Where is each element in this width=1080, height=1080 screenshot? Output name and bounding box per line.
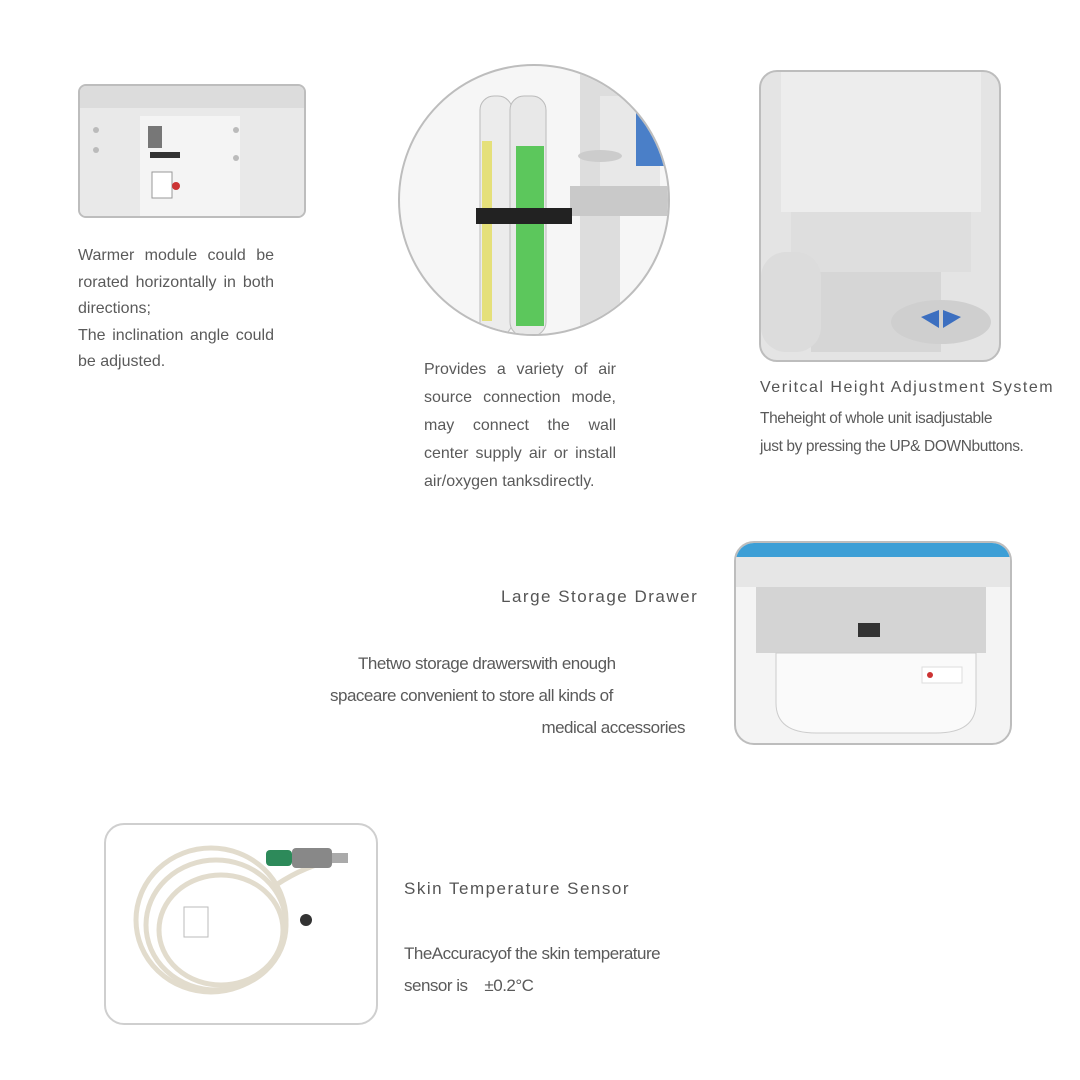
- text-line: may connect the wall: [424, 417, 616, 434]
- text-line: center supply air or install: [424, 445, 616, 462]
- text-line: spaceare convenient to store all kinds of: [330, 686, 613, 705]
- gas-tanks-photo: [398, 64, 670, 336]
- text-line: directions;: [78, 300, 151, 317]
- text-line: air/oxygen tanksdirectly.: [424, 473, 595, 490]
- warmer-description: [78, 243, 274, 376]
- text-line: Thetwo storage drawerswith enough: [358, 654, 616, 673]
- text-line: The inclination angle could: [78, 326, 274, 344]
- text-line: medical accessories: [541, 718, 685, 737]
- drawer-title: Large Storage Drawer: [501, 587, 699, 606]
- text-line: TheAccuracyof the skin temperature: [404, 944, 661, 963]
- sensor-title: Skin Temperature Sensor: [404, 879, 631, 898]
- height-column-illustration: [761, 72, 999, 360]
- skin-sensor-photo: [104, 823, 378, 1025]
- text-line: Warmer module could be: [78, 247, 274, 264]
- air-source-description: [424, 356, 616, 496]
- text-line: just by pressing the UP& DOWNbuttons.: [760, 438, 1024, 455]
- text-line: sensor is ±0.2°C: [404, 976, 534, 995]
- warmer-module-photo: [78, 84, 306, 218]
- text-line: Provides a variety of air: [424, 361, 616, 378]
- sensor-description: [404, 938, 660, 1002]
- storage-drawer-illustration: [736, 543, 1010, 743]
- gas-tanks-illustration: [400, 66, 668, 334]
- text-line: source connection mode,: [424, 389, 616, 406]
- height-title: Veritcal Height Adjustment System: [760, 379, 1055, 396]
- height-description: [760, 405, 1023, 461]
- text-line: be adjusted.: [78, 353, 166, 370]
- skin-sensor-illustration: [106, 825, 376, 1023]
- storage-drawer-photo: [734, 541, 1012, 745]
- warmer-module-illustration: [80, 86, 304, 216]
- drawer-description: [330, 648, 685, 744]
- height-column-photo: [759, 70, 1001, 362]
- text-line: Theheight of whole unit isadjustable: [760, 410, 993, 427]
- text-line: rorated horizontally in both: [78, 273, 274, 291]
